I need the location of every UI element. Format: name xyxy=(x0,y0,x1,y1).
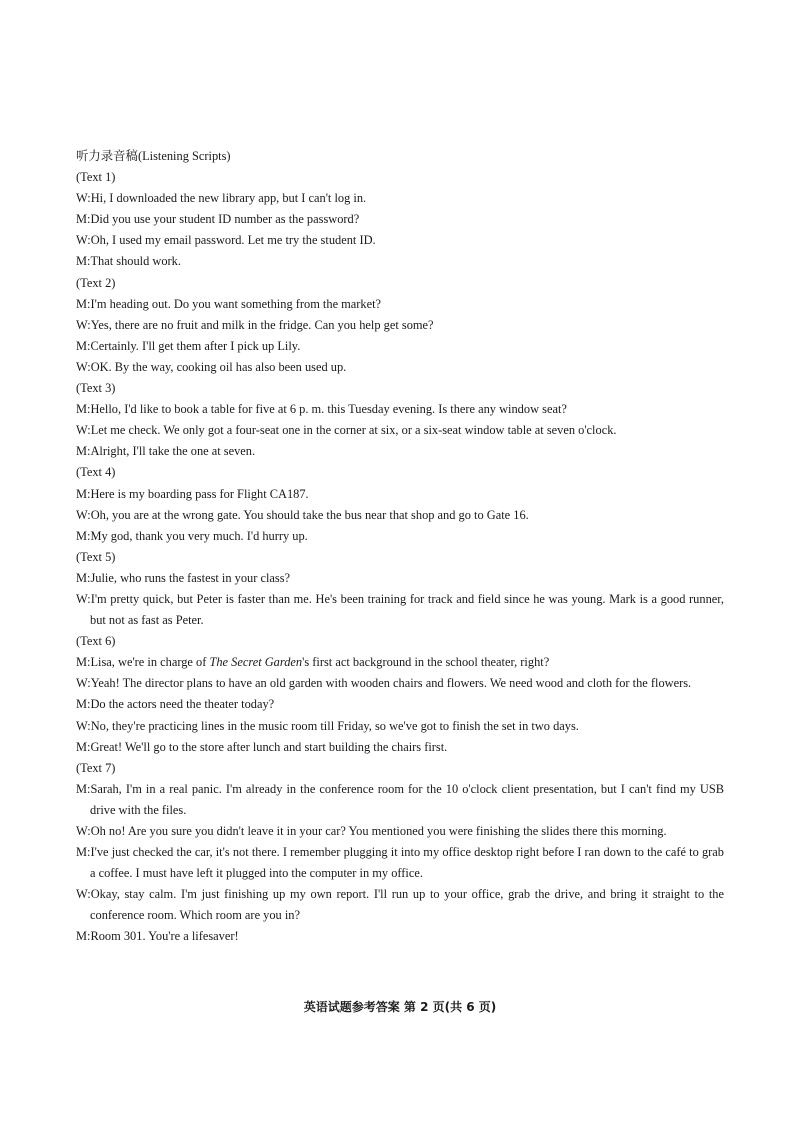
dialogue-text: 's first act background in the school theater, right? xyxy=(302,655,550,670)
dialogue-text: OK. By the way, cooking oil has also been used up. xyxy=(90,359,347,374)
speaker-label: M: xyxy=(76,402,91,417)
speaker-label: M: xyxy=(76,296,91,311)
dialogue-line xyxy=(76,230,724,251)
dialogue-line xyxy=(76,589,724,631)
dialogue-line xyxy=(76,694,724,715)
dialogue-line xyxy=(76,357,724,378)
speaker-label: W: xyxy=(76,359,91,374)
speaker-label: M: xyxy=(76,781,91,796)
script-body xyxy=(76,167,724,947)
dialogue-line xyxy=(76,484,724,505)
dialogue-line xyxy=(76,652,724,673)
text-section-header: (Text 4) xyxy=(76,465,116,480)
speaker-label: W: xyxy=(76,887,91,902)
text-section-header: (Text 3) xyxy=(76,381,116,396)
dialogue-line xyxy=(76,399,724,420)
listening-scripts-document xyxy=(76,146,724,948)
speaker-label: W: xyxy=(76,718,91,733)
dialogue-text: Let me check. We only got a four-seat one in the corner at six, or a six-seat window table at seven o'clock. xyxy=(90,423,617,438)
dialogue-text: Yeah! The director plans to have an old garden with wooden chairs and flowers. We need wood and cloth for the flowers. xyxy=(90,676,692,691)
dialogue-line xyxy=(76,926,724,947)
speaker-label: M: xyxy=(76,655,91,670)
dialogue-text: Okay, stay calm. I'm just finishing up my own report. I'll run up to your office, grab the drive, and bring it straight to the conference room. Which room are you in? xyxy=(90,887,724,923)
speaker-label: M: xyxy=(76,570,91,585)
speaker-label: M: xyxy=(76,338,91,353)
dialogue-text: I'm pretty quick, but Peter is faster than me. He's been training for track and field since he was young. Mark is a good runner, but not as fast as Peter. xyxy=(90,591,724,628)
speaker-label: W: xyxy=(76,507,91,522)
dialogue-line xyxy=(76,188,724,209)
dialogue-text: I've just checked the car, it's not there. I remember plugging it into my office desktop right before I ran down to the café to grab a coffee. I must have left it plugged into the computer in my office. xyxy=(90,845,724,881)
dialogue-text: Lisa, we're in charge of xyxy=(90,655,210,670)
dialogue-line xyxy=(76,842,724,884)
text-section-header: (Text 7) xyxy=(76,760,116,775)
dialogue-line xyxy=(76,568,724,589)
dialogue-text: Did you use your student ID number as the password? xyxy=(90,212,360,227)
dialogue-line xyxy=(76,315,724,336)
dialogue-text: Oh no! Are you sure you didn't leave it in your car? You mentioned you were finishing the slides there this morning. xyxy=(90,824,667,838)
dialogue-text: Here is my boarding pass for Flight CA187. xyxy=(90,486,309,501)
dialogue-text: My god, thank you very much. I'd hurry up. xyxy=(90,528,308,543)
text-section-header: (Text 2) xyxy=(76,275,116,290)
dialogue-line xyxy=(76,441,724,462)
page-footer: 英语试题参考答案 第 2 页(共 6 页) xyxy=(303,1000,497,1014)
dialogue-text: Yes, there are no fruit and milk in the fridge. Can you help get some? xyxy=(90,317,434,332)
dialogue-line xyxy=(76,251,724,272)
dialogue-line xyxy=(76,526,724,547)
dialogue-text: Hello, I'd like to book a table for five at 6 p. m. this Tuesday evening. Is there any window seat? xyxy=(90,402,567,417)
speaker-label: M: xyxy=(76,528,91,543)
speaker-label: M: xyxy=(76,697,91,712)
play-title: The Secret Garden xyxy=(209,655,303,670)
dialogue-text: Oh, you are at the wrong gate. You should take the bus near that shop and go to Gate 16. xyxy=(90,507,529,522)
text-section-header: (Text 6) xyxy=(76,634,116,649)
speaker-label: W: xyxy=(76,191,91,206)
speaker-label: M: xyxy=(76,254,91,269)
speaker-label: M: xyxy=(76,444,91,459)
dialogue-text: Hi, I downloaded the new library app, but I can't log in. xyxy=(90,191,367,206)
speaker-label: W: xyxy=(76,591,91,606)
speaker-label: W: xyxy=(76,824,91,838)
dialogue-line xyxy=(76,737,724,758)
text-section-header: (Text 5) xyxy=(76,549,116,564)
speaker-label: M: xyxy=(76,212,91,227)
dialogue-text: Oh, I used my email password. Let me try the student ID. xyxy=(90,233,376,248)
dialogue-line xyxy=(76,884,724,926)
dialogue-text: Alright, I'll take the one at seven. xyxy=(90,444,256,459)
speaker-label: W: xyxy=(76,423,91,438)
dialogue-text: Do the actors need the theater today? xyxy=(90,697,275,712)
speaker-label: M: xyxy=(76,929,91,944)
dialogue-line xyxy=(76,821,724,842)
dialogue-text: Room 301. You're a lifesaver! xyxy=(90,929,239,944)
dialogue-line xyxy=(76,779,724,821)
speaker-label: M: xyxy=(76,845,91,860)
dialogue-text: No, they're practicing lines in the music room till Friday, so we've got to finish the set in two days. xyxy=(90,718,579,733)
dialogue-line xyxy=(76,673,724,694)
text-section-header: (Text 1) xyxy=(76,170,116,185)
dialogue-text: Sarah, I'm in a real panic. I'm already in the conference room for the 10 o'clock client presentation, but I can't find my USB drive with the files. xyxy=(90,781,724,817)
dialogue-line xyxy=(76,336,724,357)
dialogue-text: I'm heading out. Do you want something from the market? xyxy=(90,296,382,311)
dialogue-text: Julie, who runs the fastest in your class? xyxy=(90,570,291,585)
dialogue-line xyxy=(76,294,724,315)
speaker-label: W: xyxy=(76,233,91,248)
dialogue-line xyxy=(76,716,724,737)
speaker-label: M: xyxy=(76,486,91,501)
dialogue-text: That should work. xyxy=(90,254,181,269)
speaker-label: M: xyxy=(76,739,91,754)
speaker-label: W: xyxy=(76,676,91,691)
dialogue-line xyxy=(76,505,724,526)
speaker-label: W: xyxy=(76,317,91,332)
dialogue-line xyxy=(76,420,724,441)
dialogue-line xyxy=(76,209,724,230)
document-title: 听力录音稿(Listening Scripts) xyxy=(76,149,231,163)
dialogue-text: Great! We'll go to the store after lunch and start building the chairs first. xyxy=(90,739,448,754)
dialogue-text: Certainly. I'll get them after I pick up Lily. xyxy=(90,338,301,353)
